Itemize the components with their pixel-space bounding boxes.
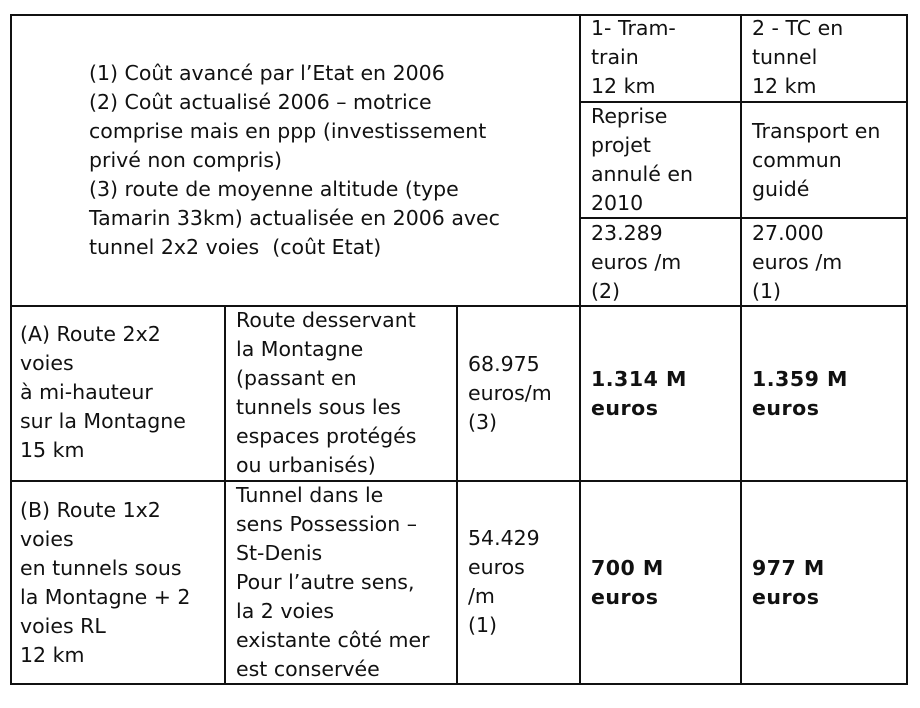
row-a-desc-line: Route desservant: [236, 308, 416, 332]
note-line: (1) Coût avancé par l’Etat en 2006: [89, 61, 445, 85]
col2-cost-line: euros /m: [752, 250, 843, 274]
row-b-cost-line: /m: [468, 584, 495, 608]
row-a-desc-cell: [236, 306, 416, 480]
col1-cost-cell: [591, 219, 681, 306]
table-col-divider-1: [224, 305, 226, 685]
col1-header-line: 12 km: [591, 74, 656, 98]
note-line: (2) Coût actualisé 2006 – motrice: [89, 90, 432, 114]
col2-header-line: 12 km: [752, 74, 817, 98]
row-a-desc-line: espaces protégés: [236, 424, 417, 448]
col1-cost-line: euros /m: [591, 250, 682, 274]
row-b-desc-cell: [236, 481, 430, 684]
note-line: Tamarin 33km) actualisée en 2006 avec: [89, 206, 500, 230]
table-col-divider-2: [456, 305, 458, 685]
col2-desc-cell: [752, 117, 880, 204]
table-divider-row-b: [10, 480, 908, 482]
table-border-bottom: [10, 683, 908, 685]
row-a-title-cell: [20, 320, 186, 465]
table-border-left: [10, 14, 12, 685]
table-col-divider-3: [579, 14, 581, 685]
row-b-tc-tunnel-total: [752, 554, 825, 612]
col2-desc-line: Transport en: [752, 119, 881, 143]
row-b-desc-line: sens Possession –: [236, 512, 417, 536]
col2-header-cell: [752, 14, 843, 101]
row-a-title-line: (A) Route 2x2: [20, 322, 161, 346]
row-b-title-cell: [20, 496, 190, 670]
row-a-desc-line: ou urbanisés): [236, 453, 376, 477]
row-b-desc-line: est conservée: [236, 657, 380, 681]
row-b-desc-line: Pour l’autre sens,: [236, 570, 415, 594]
row-a-desc-line: (passant en: [236, 366, 357, 390]
note-line: comprise mais en ppp (investissement: [89, 119, 487, 143]
table-col-divider-4: [740, 14, 742, 685]
row-b-desc-line: la 2 voies: [236, 599, 334, 623]
row-b-v2-line: euros: [752, 585, 820, 609]
note-line: privé non compris): [89, 148, 283, 172]
row-b-title-line: voies RL: [20, 614, 106, 638]
col2-desc-line: commun: [752, 148, 842, 172]
notes-cell: [89, 59, 500, 262]
col2-header-line: tunnel: [752, 45, 818, 69]
row-b-cost-line: euros: [468, 555, 525, 579]
col1-cost-line: (2): [591, 279, 621, 303]
row-a-cost-cell: [468, 350, 552, 437]
col1-header-line: 1- Tram-: [591, 16, 676, 40]
col1-desc-line: Reprise: [591, 104, 668, 128]
row-a-cost-line: euros/m: [468, 381, 552, 405]
col1-cost-line: 23.289: [591, 221, 663, 245]
row-b-title-line: voies: [20, 527, 74, 551]
col2-desc-line: guidé: [752, 177, 810, 201]
col2-cost-cell: [752, 219, 842, 306]
row-a-v2-line: euros: [752, 396, 820, 420]
row-b-tram-train-total: [591, 554, 664, 612]
col2-header-line: 2 - TC en: [752, 16, 844, 40]
row-b-cost-cell: [468, 524, 540, 640]
row-b-desc-line: existante côté mer: [236, 628, 430, 652]
row-a-tc-tunnel-total: [752, 365, 848, 423]
row-a-v1-line: euros: [591, 396, 659, 420]
note-line: tunnel 2x2 voies (coût Etat): [89, 235, 382, 259]
col1-header-cell: [591, 14, 676, 101]
row-b-cost-line: (1): [468, 613, 498, 637]
col2-cost-line: (1): [752, 279, 782, 303]
col1-desc-line: 2010: [591, 191, 644, 215]
row-b-v2-line: 977 M: [752, 556, 825, 580]
row-b-title-line: (B) Route 1x2: [20, 498, 161, 522]
row-b-title-line: en tunnels sous: [20, 556, 182, 580]
row-a-desc-line: tunnels sous les: [236, 395, 401, 419]
row-a-title-line: voies: [20, 351, 74, 375]
row-a-v1-line: 1.314 M: [591, 367, 687, 391]
row-b-v1-line: euros: [591, 585, 659, 609]
col1-header-line: train: [591, 45, 639, 69]
row-a-v2-line: 1.359 M: [752, 367, 848, 391]
row-a-title-line: à mi-hauteur: [20, 380, 153, 404]
note-line: (3) route de moyenne altitude (type: [89, 177, 459, 201]
row-a-cost-line: (3): [468, 410, 498, 434]
row-a-desc-line: la Montagne: [236, 337, 364, 361]
row-b-title-line: 12 km: [20, 643, 85, 667]
col1-desc-line: projet: [591, 133, 651, 157]
table-border-right: [906, 14, 908, 685]
row-a-title-line: sur la Montagne: [20, 409, 186, 433]
row-b-v1-line: 700 M: [591, 556, 664, 580]
row-a-tram-train-total: [591, 365, 687, 423]
col1-desc-line: annulé en: [591, 162, 693, 186]
row-a-cost-line: 68.975: [468, 352, 540, 376]
row-b-desc-line: St-Denis: [236, 541, 323, 565]
row-b-cost-line: 54.429: [468, 526, 540, 550]
col2-cost-line: 27.000: [752, 221, 824, 245]
row-b-title-line: la Montagne + 2: [20, 585, 191, 609]
col1-desc-cell: [591, 102, 693, 218]
row-a-title-line: 15 km: [20, 438, 85, 462]
row-b-desc-line: Tunnel dans le: [236, 483, 384, 507]
